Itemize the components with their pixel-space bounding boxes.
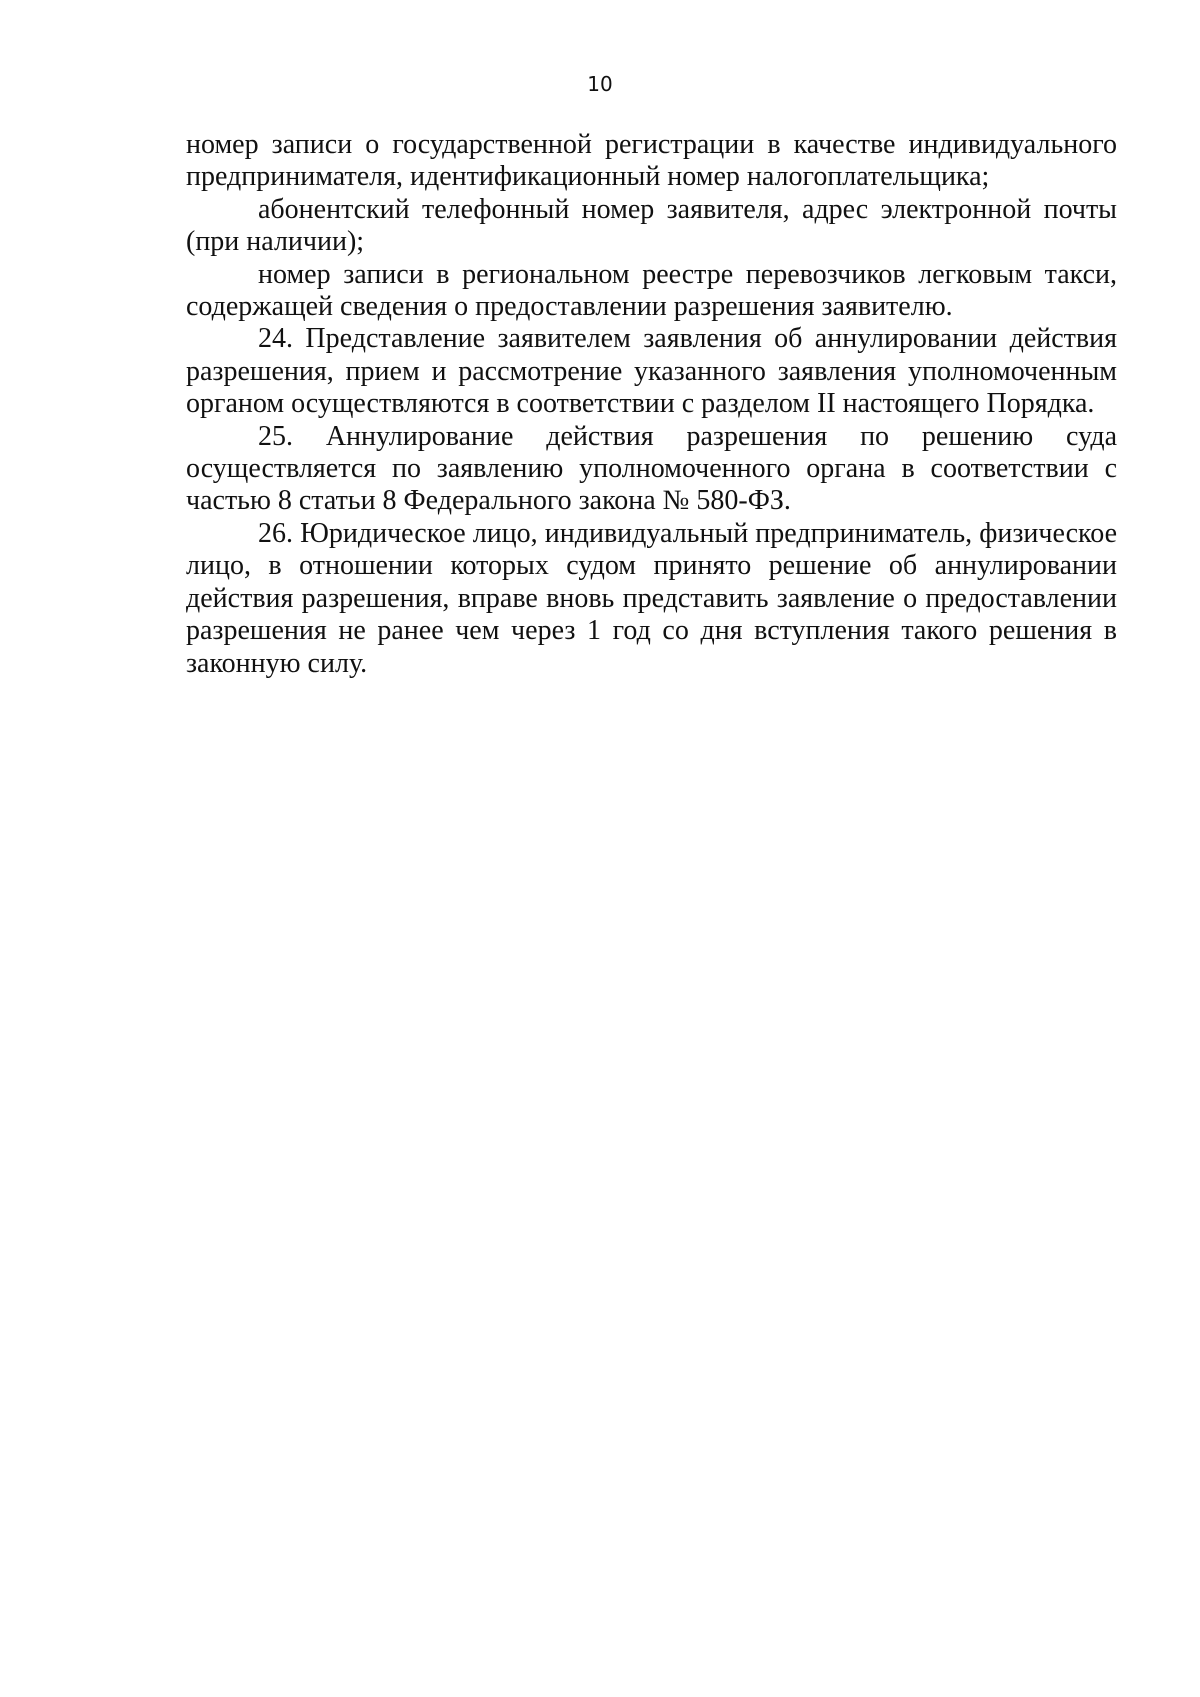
page-number: 10 [587,72,613,96]
paragraph-item-25: 25. Аннулирование действия разрешения по решению суда осуществляется по заявлению уполномоченного органа в соответствии с частью 8 статьи 8 Федерального закона № 580-ФЗ. [186,420,1117,517]
paragraph-registration-number: номер записи о государственной регистрации в качестве индивидуального предпринимателя, идентификационный номер налогоплательщика; [186,129,1117,193]
paragraph-item-24: 24. Представление заявителем заявления об аннулировании действия разрешения, прием и рассмотрение указанного заявления уполномоченным органом осуществляются в соответствии с разделом II настоящего Порядка. [186,323,1117,420]
paragraph-item-26: 26. Юридическое лицо, индивидуальный предприниматель, физическое лицо, в отношении которых судом принято решение об аннулировании действия разрешения, вправе вновь представить заявление о предоставлении разрешения не ранее чем через 1 год со дня вступления такого решения в законную силу. [186,517,1117,679]
document-body [186,129,1117,680]
paragraph-registry-record: номер записи в региональном реестре перевозчиков легковым такси, содержащей сведения о предоставлении разрешения заявителю. [186,258,1117,323]
paragraph-contact-details: абонентский телефонный номер заявителя, адрес электронной почты (при наличии); [186,193,1117,258]
